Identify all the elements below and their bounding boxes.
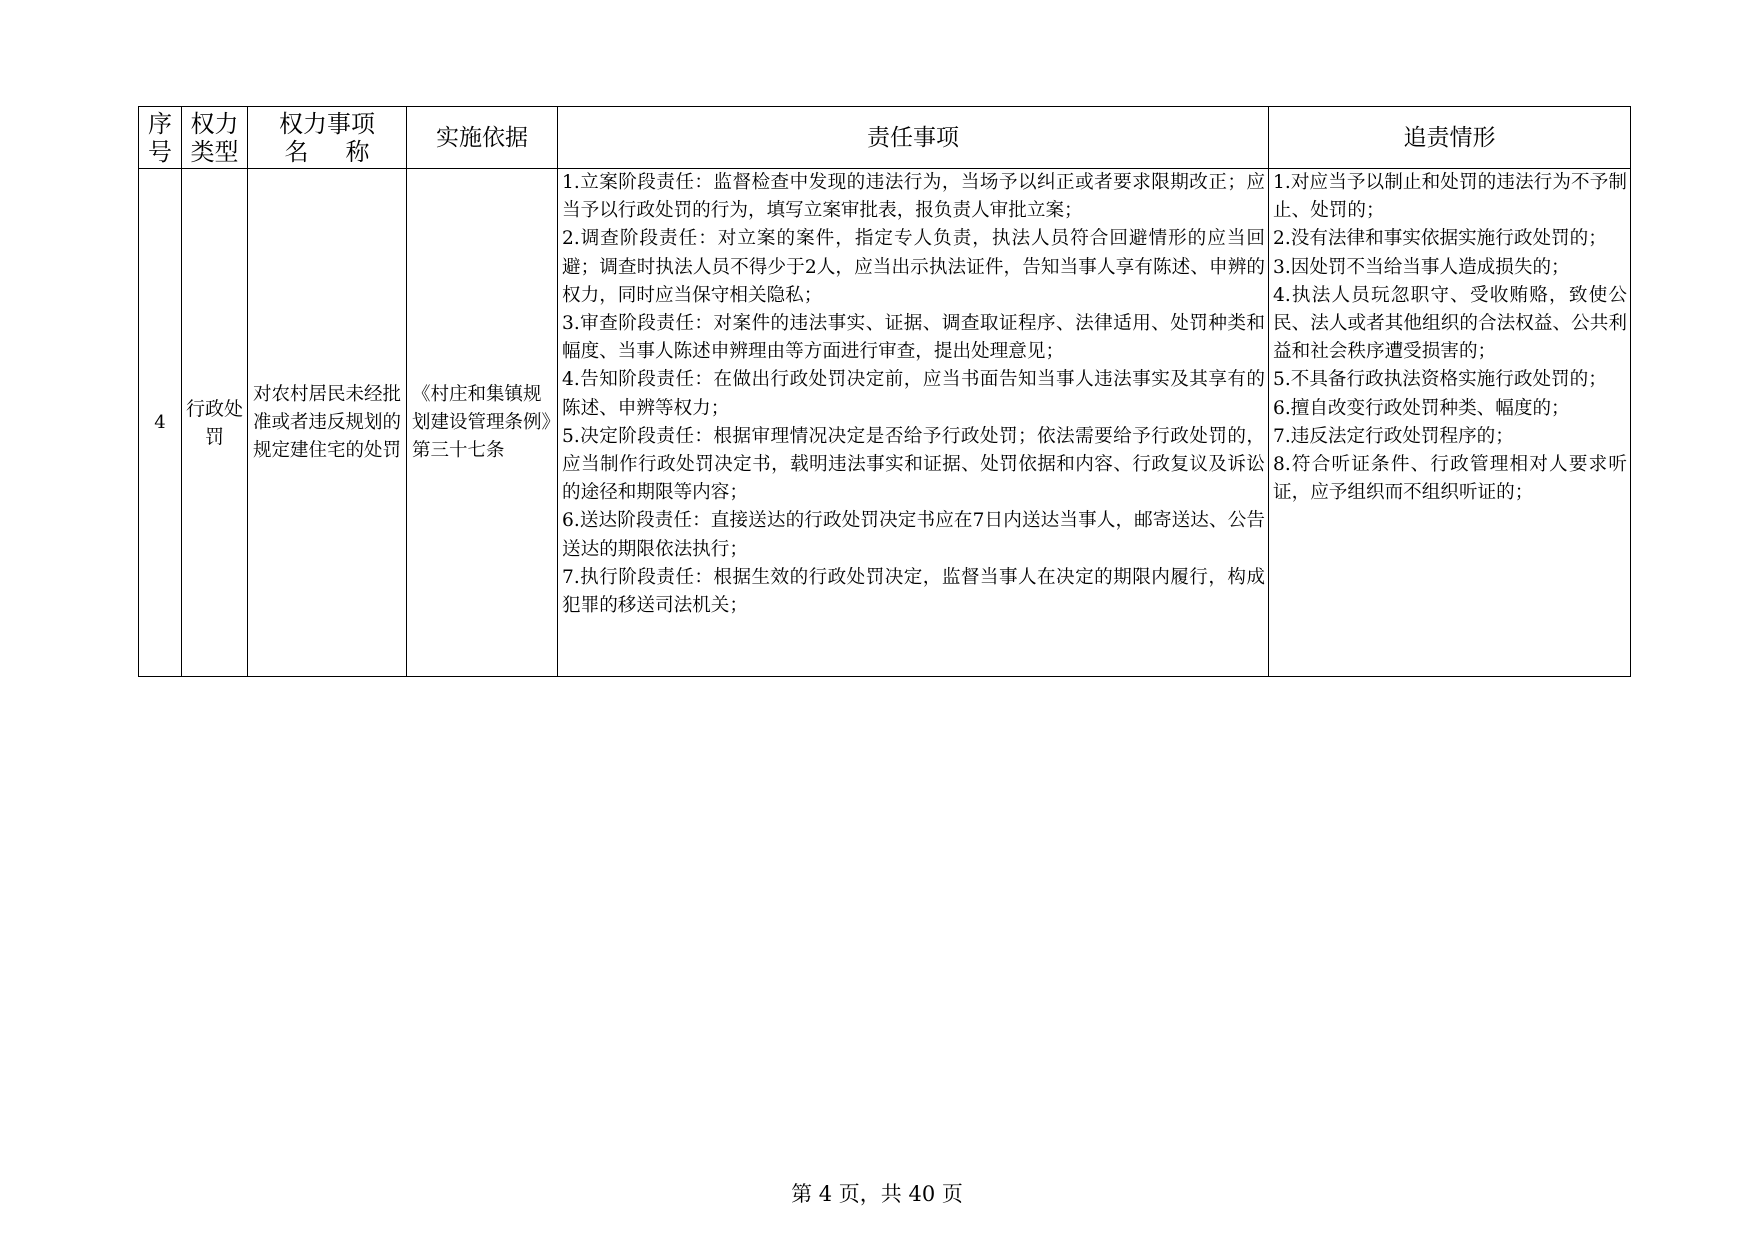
accountability-item-3: 3.因处罚不当给当事人造成损失的； (1273, 256, 1570, 278)
duty-item-1: 1.立案阶段责任：监督检查中发现的违法行为，当场予以纠正或者要求限期改正；应当予以行政处罚的行为，填写立案审批表，报负责人审批立案； (562, 172, 1265, 222)
duty-item-5: 5.决定阶段责任：根据审理情况决定是否给予行政处罚；依法需要给予行政处罚的，应当制作行政处罚决定书，载明违法事实和证据、处罚依据和内容、行政复议及诉讼的途径和期限等内容； (562, 425, 1265, 504)
header-power-type-line-2: 类型 (190, 137, 239, 166)
power-duty-table (138, 106, 1631, 677)
header-seq-line-2: 号 (148, 137, 172, 166)
accountability-item-4: 4.执法人员玩忽职守、受收贿赂，致使公民、法人或者其他组织的合法权益、公共利益和社会秩序遭受损害的； (1273, 284, 1627, 363)
cell-seq: 4 (139, 169, 182, 677)
cell-power-type: 行政处罚 (182, 169, 248, 677)
header-seq (139, 107, 182, 169)
header-power-type-line-1: 权力 (190, 109, 239, 138)
header-power-name-line-1: 权力事项 (279, 109, 375, 138)
cell-accountability (1269, 169, 1631, 677)
table-header-row (139, 107, 1631, 169)
cell-duties (558, 169, 1269, 677)
header-power-type (182, 107, 248, 169)
page-number-footer: 第 4 页，共 40 页 (791, 1182, 963, 1206)
duty-item-6: 6.送达阶段责任：直接送达的行政处罚决定书应在7日内送达当事人，邮寄送达、公告送达的期限依法执行； (562, 510, 1265, 560)
accountability-item-5: 5.不具备行政执法资格实施行政处罚的； (1273, 369, 1607, 391)
accountability-item-1: 1.对应当予以制止和处罚的违法行为不予制止、处罚的； (1273, 172, 1627, 222)
duty-item-3: 3.审查阶段责任：对案件的违法事实、证据、调查取证程序、法律适用、处罚种类和幅度、当事人陈述申辨理由等方面进行审查，提出处理意见； (562, 313, 1265, 363)
cell-power-name: 对农村居民未经批准或者违反规划的规定建住宅的处罚 (248, 169, 407, 677)
header-basis: 实施依据 (407, 107, 558, 169)
accountability-item-8: 8.符合听证条件、行政管理相对人要求听证，应予组织而不组织听证的； (1273, 454, 1627, 504)
accountability-item-7: 7.违反法定行政处罚程序的； (1273, 425, 1514, 447)
header-power-name-line-2 (248, 138, 406, 166)
header-seq-line-1: 序 (148, 109, 172, 138)
duty-item-2: 2.调查阶段责任：对立案的案件，指定专人负责，执法人员符合回避情形的应当回避；调查时执法人员不得少于2人，应当出示执法证件，告知当事人享有陈述、申辨的权力，同时应当保守相关隐私； (562, 228, 1265, 306)
duty-item-7: 7.执行阶段责任：根据生效的行政处罚决定，监督当事人在决定的期限内履行，构成犯罪的移送司法机关； (562, 566, 1265, 617)
accountability-item-2: 2.没有法律和事实依据实施行政处罚的； (1273, 228, 1607, 250)
header-power-name-char-2: 称 (345, 137, 370, 166)
header-duties: 责任事项 (558, 107, 1269, 169)
cell-basis: 《村庄和集镇规划建设管理条例》第三十七条 (407, 169, 558, 677)
header-power-name (248, 107, 407, 169)
duty-item-4: 4.告知阶段责任：在做出行政处罚决定前，应当书面告知当事人违法事实及其享有的陈述、申辨等权力； (562, 369, 1265, 419)
header-accountability: 追责情形 (1269, 107, 1631, 169)
accountability-item-6: 6.擅自改变行政处罚种类、幅度的； (1273, 397, 1570, 419)
header-power-name-char-1: 名 (284, 137, 309, 166)
table-row (139, 169, 1631, 677)
